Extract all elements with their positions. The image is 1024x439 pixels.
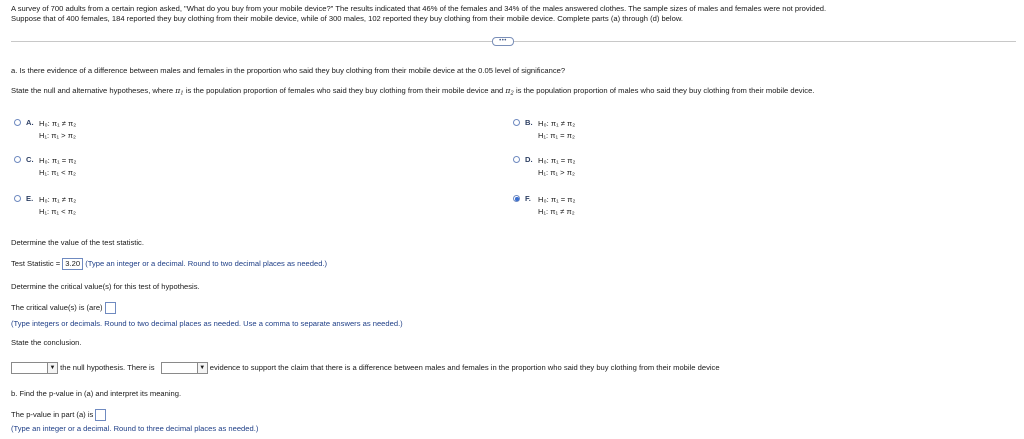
p-value-label: The p-value in part (a) is — [11, 410, 94, 419]
option-c-letter: C. — [26, 155, 34, 164]
option-d-h0: H₀: π₁ = π₂ — [538, 156, 576, 165]
conclusion-prompt: State the conclusion. — [11, 338, 82, 347]
radio-option-c[interactable] — [14, 156, 21, 163]
test-stat-prompt: Determine the value of the test statistic. — [11, 238, 144, 247]
option-b-letter: B. — [525, 118, 533, 127]
option-d-hypotheses — [538, 155, 576, 178]
critical-hint: (Type integers or decimals. Round to two decimal places as needed. Use a comma to separate answers as needed.) — [11, 319, 403, 328]
test-stat-hint: (Type an integer or a decimal. Round to two decimal places as needed.) — [85, 259, 328, 268]
reject-dropdown[interactable] — [11, 362, 58, 374]
option-c-h1: H₁: π₁ < π₂ — [39, 167, 76, 177]
option-f-h1: H₁: π₁ ≠ π₂ — [538, 206, 575, 216]
intro-line-1: A survey of 700 adults from a certain region asked, "What do you buy from your mobile device?" The results indicated that 46% of the females and 34% of the males answered clothes. The sample sizes of males and females were not provided. — [11, 4, 827, 13]
conclusion-text-2: evidence to support the claim that there is a difference between males and females in the proportion who said they buy clothing from their mobile device — [209, 363, 720, 372]
option-b-h1: H₁: π₁ = π₂ — [538, 130, 575, 140]
intro-line-2: Suppose that of 400 females, 184 reported they buy clothing from their mobile device, while of 300 males, 102 reported they buy clothing from their mobile device. Complete parts (a) through (d) below. — [11, 14, 683, 23]
option-b-hypotheses — [538, 118, 575, 141]
option-e-letter: E. — [26, 194, 34, 203]
more-options-button[interactable]: ••• — [492, 37, 514, 46]
part-a-question: a. Is there evidence of a difference between males and females in the proportion who said they buy clothing from their mobile device at the 0.05 level of significance? — [11, 66, 566, 75]
part-b-question: b. Find the p-value in (a) and interpret its meaning. — [11, 389, 182, 398]
conclusion-text-1: the null hypothesis. There is — [60, 363, 155, 372]
hypotheses-instructions — [11, 86, 814, 97]
option-e[interactable] — [14, 194, 76, 217]
option-e-hypotheses — [39, 194, 76, 217]
dropdown-arrow-icon: ▼ — [197, 363, 207, 373]
radio-option-e[interactable] — [14, 195, 21, 202]
option-c[interactable] — [14, 155, 77, 178]
conclusion-row — [11, 362, 720, 374]
option-d-h1: H₁: π₁ > π₂ — [538, 167, 575, 177]
p-value-hint: (Type an integer or a decimal. Round to three decimal places as needed.) — [11, 424, 259, 433]
option-c-h0: H₀: π₁ = π₂ — [39, 156, 77, 165]
option-a-h0: H₀: π₁ ≠ π₂ — [39, 119, 77, 128]
option-e-h0: H₀: π₁ ≠ π₂ — [39, 195, 77, 204]
option-f-h0: H₀: π₁ = π₂ — [538, 195, 576, 204]
option-a-hypotheses — [39, 118, 76, 141]
option-c-hypotheses — [39, 155, 77, 178]
option-f-hypotheses — [538, 194, 576, 217]
radio-option-f-selected[interactable] — [513, 195, 520, 202]
option-f-letter: F. — [525, 194, 531, 203]
problem-intro — [11, 4, 826, 24]
test-stat-label: Test Statistic = — [11, 259, 61, 268]
state-mid: is the population proportion of females who said they buy clothing from their mobile device and — [183, 86, 506, 95]
pi2-symbol: $\pi_2$ — [505, 86, 514, 97]
option-d[interactable] — [513, 155, 576, 178]
option-e-h1: H₁: π₁ < π₂ — [39, 206, 76, 216]
option-a-h1: H₁: π₁ > π₂ — [39, 130, 76, 140]
critical-value-input[interactable] — [105, 302, 116, 314]
option-a[interactable] — [14, 118, 76, 141]
option-b-h0: H₀: π₁ ≠ π₂ — [538, 119, 576, 128]
evidence-dropdown[interactable] — [161, 362, 208, 374]
pi1-symbol: $\pi_1$ — [175, 86, 184, 97]
state-suffix: is the population proportion of males who said they buy clothing from their mobile device. — [513, 86, 815, 95]
option-d-letter: D. — [525, 155, 533, 164]
test-stat-input[interactable]: 3.20 — [62, 258, 83, 270]
option-b[interactable] — [513, 118, 575, 141]
option-a-letter: A. — [26, 118, 34, 127]
critical-row — [11, 302, 116, 314]
radio-option-a[interactable] — [14, 119, 21, 126]
option-f[interactable] — [513, 194, 576, 217]
critical-prompt: Determine the critical value(s) for this test of hypothesis. — [11, 282, 200, 291]
critical-label: The critical value(s) is (are) — [11, 303, 103, 312]
p-value-input[interactable] — [95, 409, 106, 421]
radio-option-d[interactable] — [513, 156, 520, 163]
test-stat-row — [11, 258, 327, 270]
radio-option-b[interactable] — [513, 119, 520, 126]
p-value-row — [11, 409, 106, 421]
state-prefix: State the null and alternative hypotheses, where — [11, 86, 176, 95]
dropdown-arrow-icon: ▼ — [47, 363, 57, 373]
